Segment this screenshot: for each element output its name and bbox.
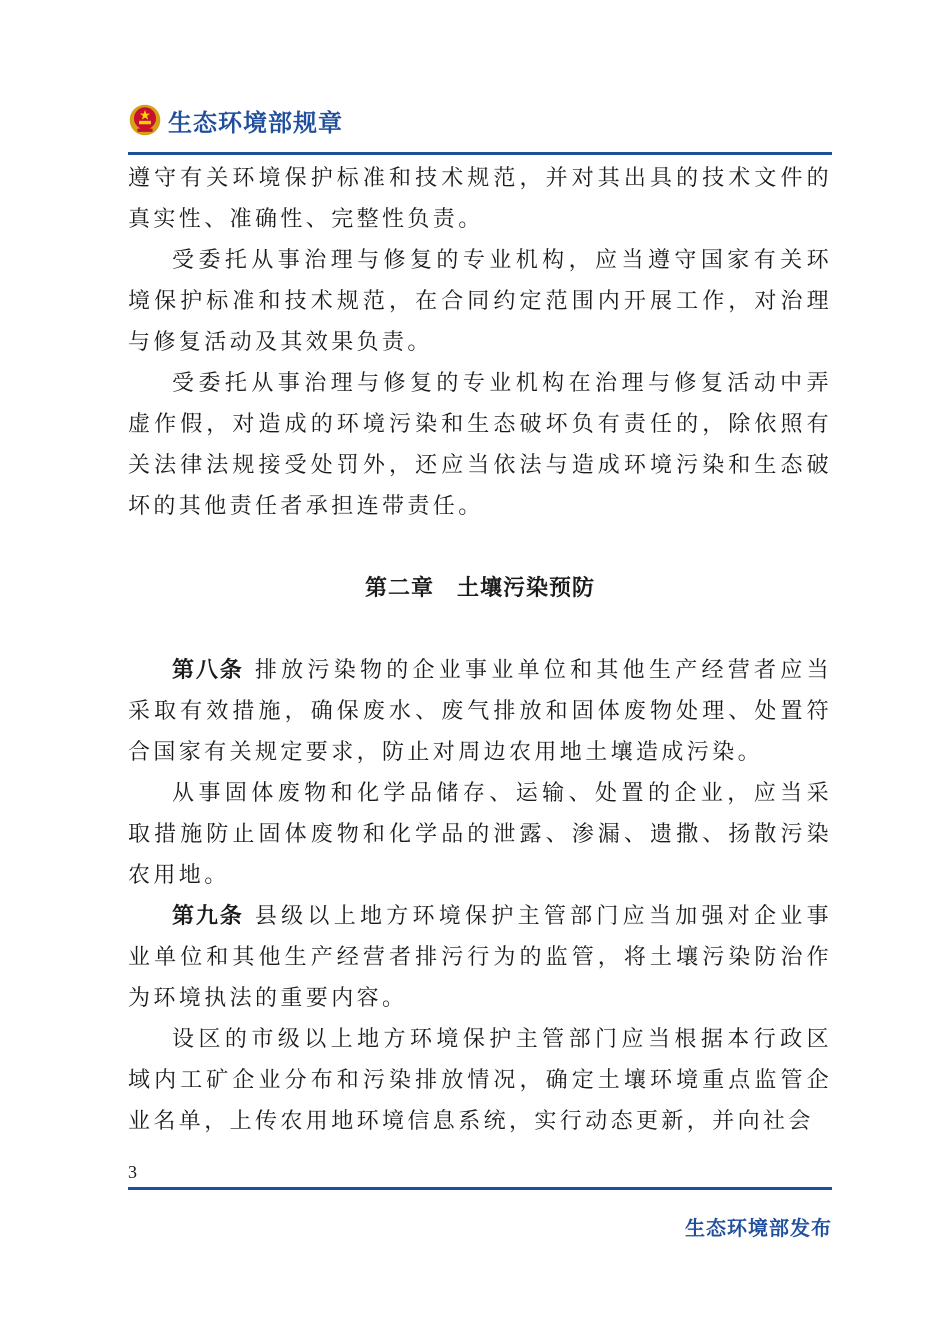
article-text: 排放污染物的企业事业单位和其他生产经营者应当采取有效措施，确保废水、废气排放和固体废物处理、处置符合国家有关规定要求，防止对周边农用地土壤造成污染。 bbox=[128, 658, 832, 765]
paragraph-continuation: 遵守有关环境保护标准和技术规范，并对其出具的技术文件的真实性、准确性、完整性负责。 bbox=[128, 166, 832, 232]
header-divider bbox=[128, 152, 832, 155]
paragraph: 从事固体废物和化学品储存、运输、处置的企业，应当采取措施防止固体废物和化学品的泄露、渗漏、遗撒、扬散污染农用地。 bbox=[128, 781, 832, 888]
paragraph: 受委托从事治理与修复的专业机构，应当遵守国家有关环境保护标准和技术规范，在合同约定范围内开展工作，对治理与修复活动及其效果负责。 bbox=[128, 248, 832, 355]
article-text: 县级以上地方环境保护主管部门应当加强对企业事业单位和其他生产经营者排污行为的监管，将土壤污染防治作为环境执法的重要内容。 bbox=[128, 904, 832, 1011]
document-body bbox=[128, 158, 832, 1142]
footer-publisher: 生态环境部发布 bbox=[685, 1216, 832, 1240]
paragraph: 受委托从事治理与修复的专业机构在治理与修复活动中弄虚作假，对造成的环境污染和生态破坏负有责任的，除依照有关法律法规接受处罚外，还应当依法与造成环境污染和生态破坏的其他责任者承担连带责任。 bbox=[128, 371, 832, 519]
article-9 bbox=[128, 896, 832, 1019]
national-emblem-icon bbox=[128, 103, 162, 137]
footer-divider bbox=[128, 1187, 832, 1190]
header-title: 生态环境部规章 bbox=[168, 108, 343, 137]
article-8 bbox=[128, 650, 832, 773]
page-header bbox=[128, 98, 343, 142]
page-number: 3 bbox=[128, 1162, 137, 1182]
chapter-title: 第二章 土壤污染预防 bbox=[364, 576, 595, 601]
article-label: 第八条 bbox=[172, 658, 244, 683]
article-label: 第九条 bbox=[172, 904, 244, 929]
paragraph: 设区的市级以上地方环境保护主管部门应当根据本行政区域内工矿企业分布和污染排放情况，确定土壤环境重点监管企业名单，上传农用地环境信息系统，实行动态更新，并向社会 bbox=[128, 1027, 832, 1134]
